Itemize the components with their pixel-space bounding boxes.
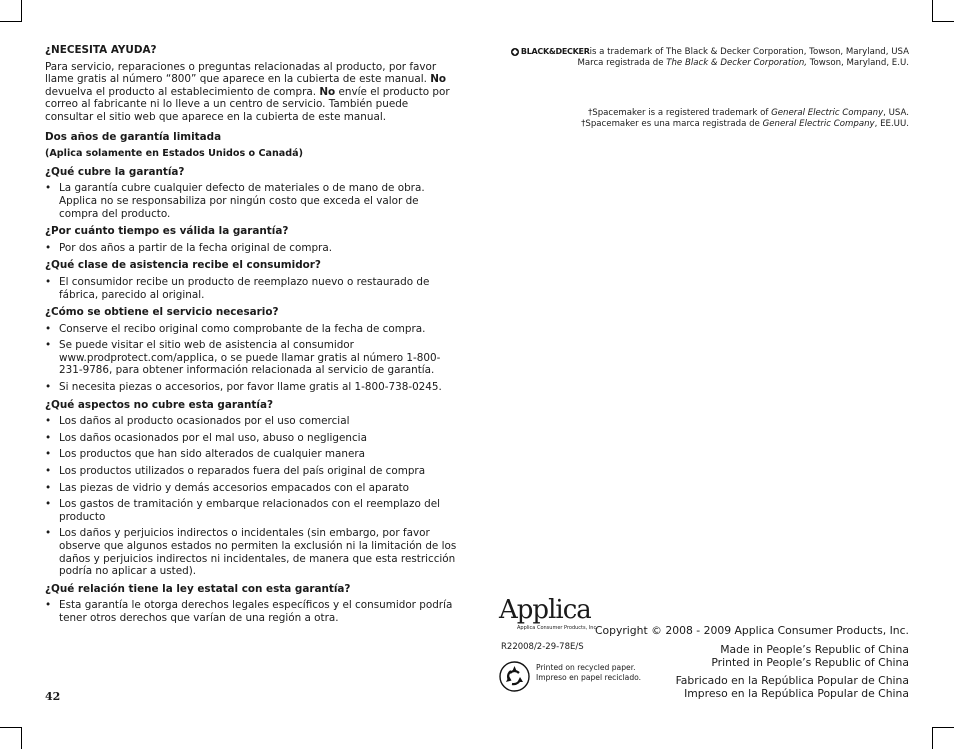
list-item-text: Los daños al producto ocasionados por el uso comercial <box>59 415 350 428</box>
intro-text-1: Para servicio, reparaciones o preguntas relacionadas al producto, por favor llame gratis al número “800” que aparece en la cubierta de este manual. <box>45 60 437 86</box>
crop-mark-bl-v <box>21 727 22 749</box>
crop-mark-br-h <box>932 727 954 728</box>
list-item-text: Se puede visitar el sitio web de asistencia al consumidor www.prodprotect.com/applica, o se puede llamar gratis al número 1-800-231-9786, para obtener información relacionada al servicio de garantía. <box>59 339 441 377</box>
list-item-text: Los daños y perjuicios indirectos o incidentales (sin embargo, por favor observe que algunos estados no permiten la exclusión ni la limitación de los daños y perjuicios indirectos ni incidentales, de manera que esta restricción podría no aplicar a usted). <box>59 527 457 578</box>
trademark-es-company: The Black & Decker Corporation, <box>666 58 808 68</box>
origin-spanish <box>509 674 909 700</box>
bullet-icon: • <box>45 339 52 352</box>
warranty-title: Dos años de garantía limitada <box>45 130 222 143</box>
list-item-text: Si necesita piezas o accesorios, por favor llame gratis al 1-800-738-0245. <box>59 381 442 394</box>
origin-english <box>509 643 909 669</box>
section-list <box>45 415 459 578</box>
help-intro <box>45 61 459 124</box>
warranty-column <box>45 44 459 629</box>
spacemaker-en-company: General Electric Company <box>771 108 884 118</box>
list-item-text: La garantía cubre cualquier defecto de materiales o de mano de obra. Applica no se responsabiliza por ningún costo que exceda el valor de compra del producto. <box>59 182 425 220</box>
bullet-icon: • <box>45 599 52 612</box>
list-item-text: El consumidor recibe un producto de reemplazo nuevo o restaurado de fábrica, parecido al original. <box>59 275 430 301</box>
section-heading: ¿Qué relación tiene la ley estatal con esta garantía? <box>45 582 351 595</box>
crop-mark-bl-h <box>0 727 22 728</box>
recycled-note-en: Printed on recycled paper. <box>536 663 636 672</box>
black-decker-logo-text: BLACK&DECKER <box>520 47 590 56</box>
bullet-icon: • <box>45 322 52 335</box>
crop-mark-br-v <box>932 727 933 749</box>
section-list <box>45 276 459 301</box>
list-item <box>45 448 459 461</box>
intro-text-3: envíe el producto por correo al fabricante ni lo lleve a un centro de servicio. También puede consultar el sitio web que aparece en la cubierta de este manual. <box>45 85 450 123</box>
printed-in-es: Impreso en la República Popular de China <box>684 687 909 700</box>
spacemaker-line-en <box>489 108 909 119</box>
section-list <box>45 599 459 624</box>
copyright: Copyright © 2008 - 2009 Applica Consumer Products, Inc. <box>594 624 909 637</box>
applica-logo-subtitle: Applica Consumer Products, Inc. <box>517 625 598 631</box>
intro-bold-1: No <box>430 73 447 86</box>
trademark-es-prefix: Marca registrada de <box>577 58 667 68</box>
spacemaker-notice <box>489 108 909 130</box>
bullet-icon: • <box>45 275 52 288</box>
intro-bold-2: No <box>319 85 336 98</box>
list-item <box>45 242 459 255</box>
bullet-icon: • <box>45 448 52 461</box>
list-item-text: Los daños ocasionados por el mal uso, abuso o negligencia <box>59 431 367 444</box>
list-item <box>45 482 459 495</box>
bullet-icon: • <box>45 241 52 254</box>
list-item <box>45 339 459 377</box>
spacemaker-es-suffix: , EE.UU. <box>874 119 909 129</box>
spacemaker-es-company: General Electric Company <box>762 119 875 129</box>
bullet-icon: • <box>45 481 52 494</box>
bullet-icon: • <box>45 498 52 511</box>
section-heading: ¿Cómo se obtiene el servicio necesario? <box>45 306 279 319</box>
bullet-icon: • <box>45 465 52 478</box>
bullet-icon: • <box>45 431 52 444</box>
recycled-note-es: Impreso en papel reciclado. <box>536 673 642 682</box>
section-heading: ¿Por cuánto tiempo es válida la garantía? <box>45 225 289 238</box>
spacemaker-es-prefix: †Spacemaker es una marca registrada de <box>581 119 763 129</box>
bullet-icon: • <box>45 381 52 394</box>
black-decker-logo <box>511 46 590 57</box>
black-decker-hex-icon <box>511 48 519 56</box>
trademark-text-en: is a trademark of The Black & Decker Corporation, Towson, Maryland, USA <box>589 47 909 57</box>
help-heading: ¿NECESITA AYUDA? <box>45 44 157 56</box>
list-item-text: Las piezas de vidrio y demás accesorios empacados con el aparato <box>59 481 410 494</box>
intro-text-2: devuelva el producto al establecimiento de compra. <box>45 85 320 98</box>
warranty-scope: (Aplica solamente en Estados Unidos o Canadá) <box>45 148 303 160</box>
trademark-es-suffix: Towson, Maryland, E.U. <box>807 58 909 68</box>
spacemaker-en-prefix: †Spacemaker is a registered trademark of <box>587 108 772 118</box>
list-item <box>45 498 459 523</box>
trademark-line-es <box>509 58 909 69</box>
spacemaker-en-suffix: , USA. <box>883 108 909 118</box>
list-item <box>45 527 459 577</box>
section-list <box>45 323 459 394</box>
bullet-icon: • <box>45 527 52 540</box>
list-item-text: Esta garantía le otorga derechos legales específicos y el consumidor podría tener otros derechos que varían de una región a otra. <box>59 599 453 624</box>
trademark-notice <box>509 46 909 69</box>
spacemaker-line-es <box>489 119 909 130</box>
list-item <box>45 381 459 394</box>
trademark-line-en <box>509 46 909 58</box>
list-item <box>45 465 459 478</box>
made-in-en: Made in People’s Republic of China <box>720 643 909 656</box>
bullet-icon: • <box>45 182 52 195</box>
section-heading: ¿Qué aspectos no cubre esta garantía? <box>45 398 273 411</box>
printed-in-en: Printed in People’s Republic of China <box>711 656 909 669</box>
list-item <box>45 432 459 445</box>
crop-mark-tl-v <box>21 0 22 22</box>
crop-mark-tr-v <box>932 0 933 22</box>
section-list <box>45 182 459 220</box>
made-in-es: Fabricado en la República Popular de China <box>675 674 909 687</box>
crop-mark-tr-h <box>932 21 954 22</box>
section-heading: ¿Qué clase de asistencia recibe el consumidor? <box>45 259 321 272</box>
list-item <box>45 276 459 301</box>
crop-mark-tl-h <box>0 21 22 22</box>
warranty-sections <box>45 166 459 625</box>
list-item <box>45 599 459 624</box>
list-item-text: Los productos que han sido alterados de cualquier manera <box>59 448 366 461</box>
applica-logo-word: Applica <box>499 595 591 625</box>
list-item-text: Conserve el recibo original como comprobante de la fecha de compra. <box>59 322 426 335</box>
list-item-text: Los gastos de tramitación y embarque relacionados con el reemplazo del producto <box>59 498 440 523</box>
list-item <box>45 415 459 428</box>
bullet-icon: • <box>45 415 52 428</box>
section-list <box>45 242 459 255</box>
list-item-text: Por dos años a partir de la fecha original de compra. <box>59 241 332 254</box>
list-item <box>45 323 459 336</box>
part-code: R22008/2-29-78E/S <box>501 642 584 652</box>
section-heading: ¿Qué cubre la garantía? <box>45 165 185 178</box>
list-item <box>45 182 459 220</box>
page-number: 42 <box>45 690 61 703</box>
list-item-text: Los productos utilizados o reparados fuera del país original de compra <box>59 465 426 478</box>
